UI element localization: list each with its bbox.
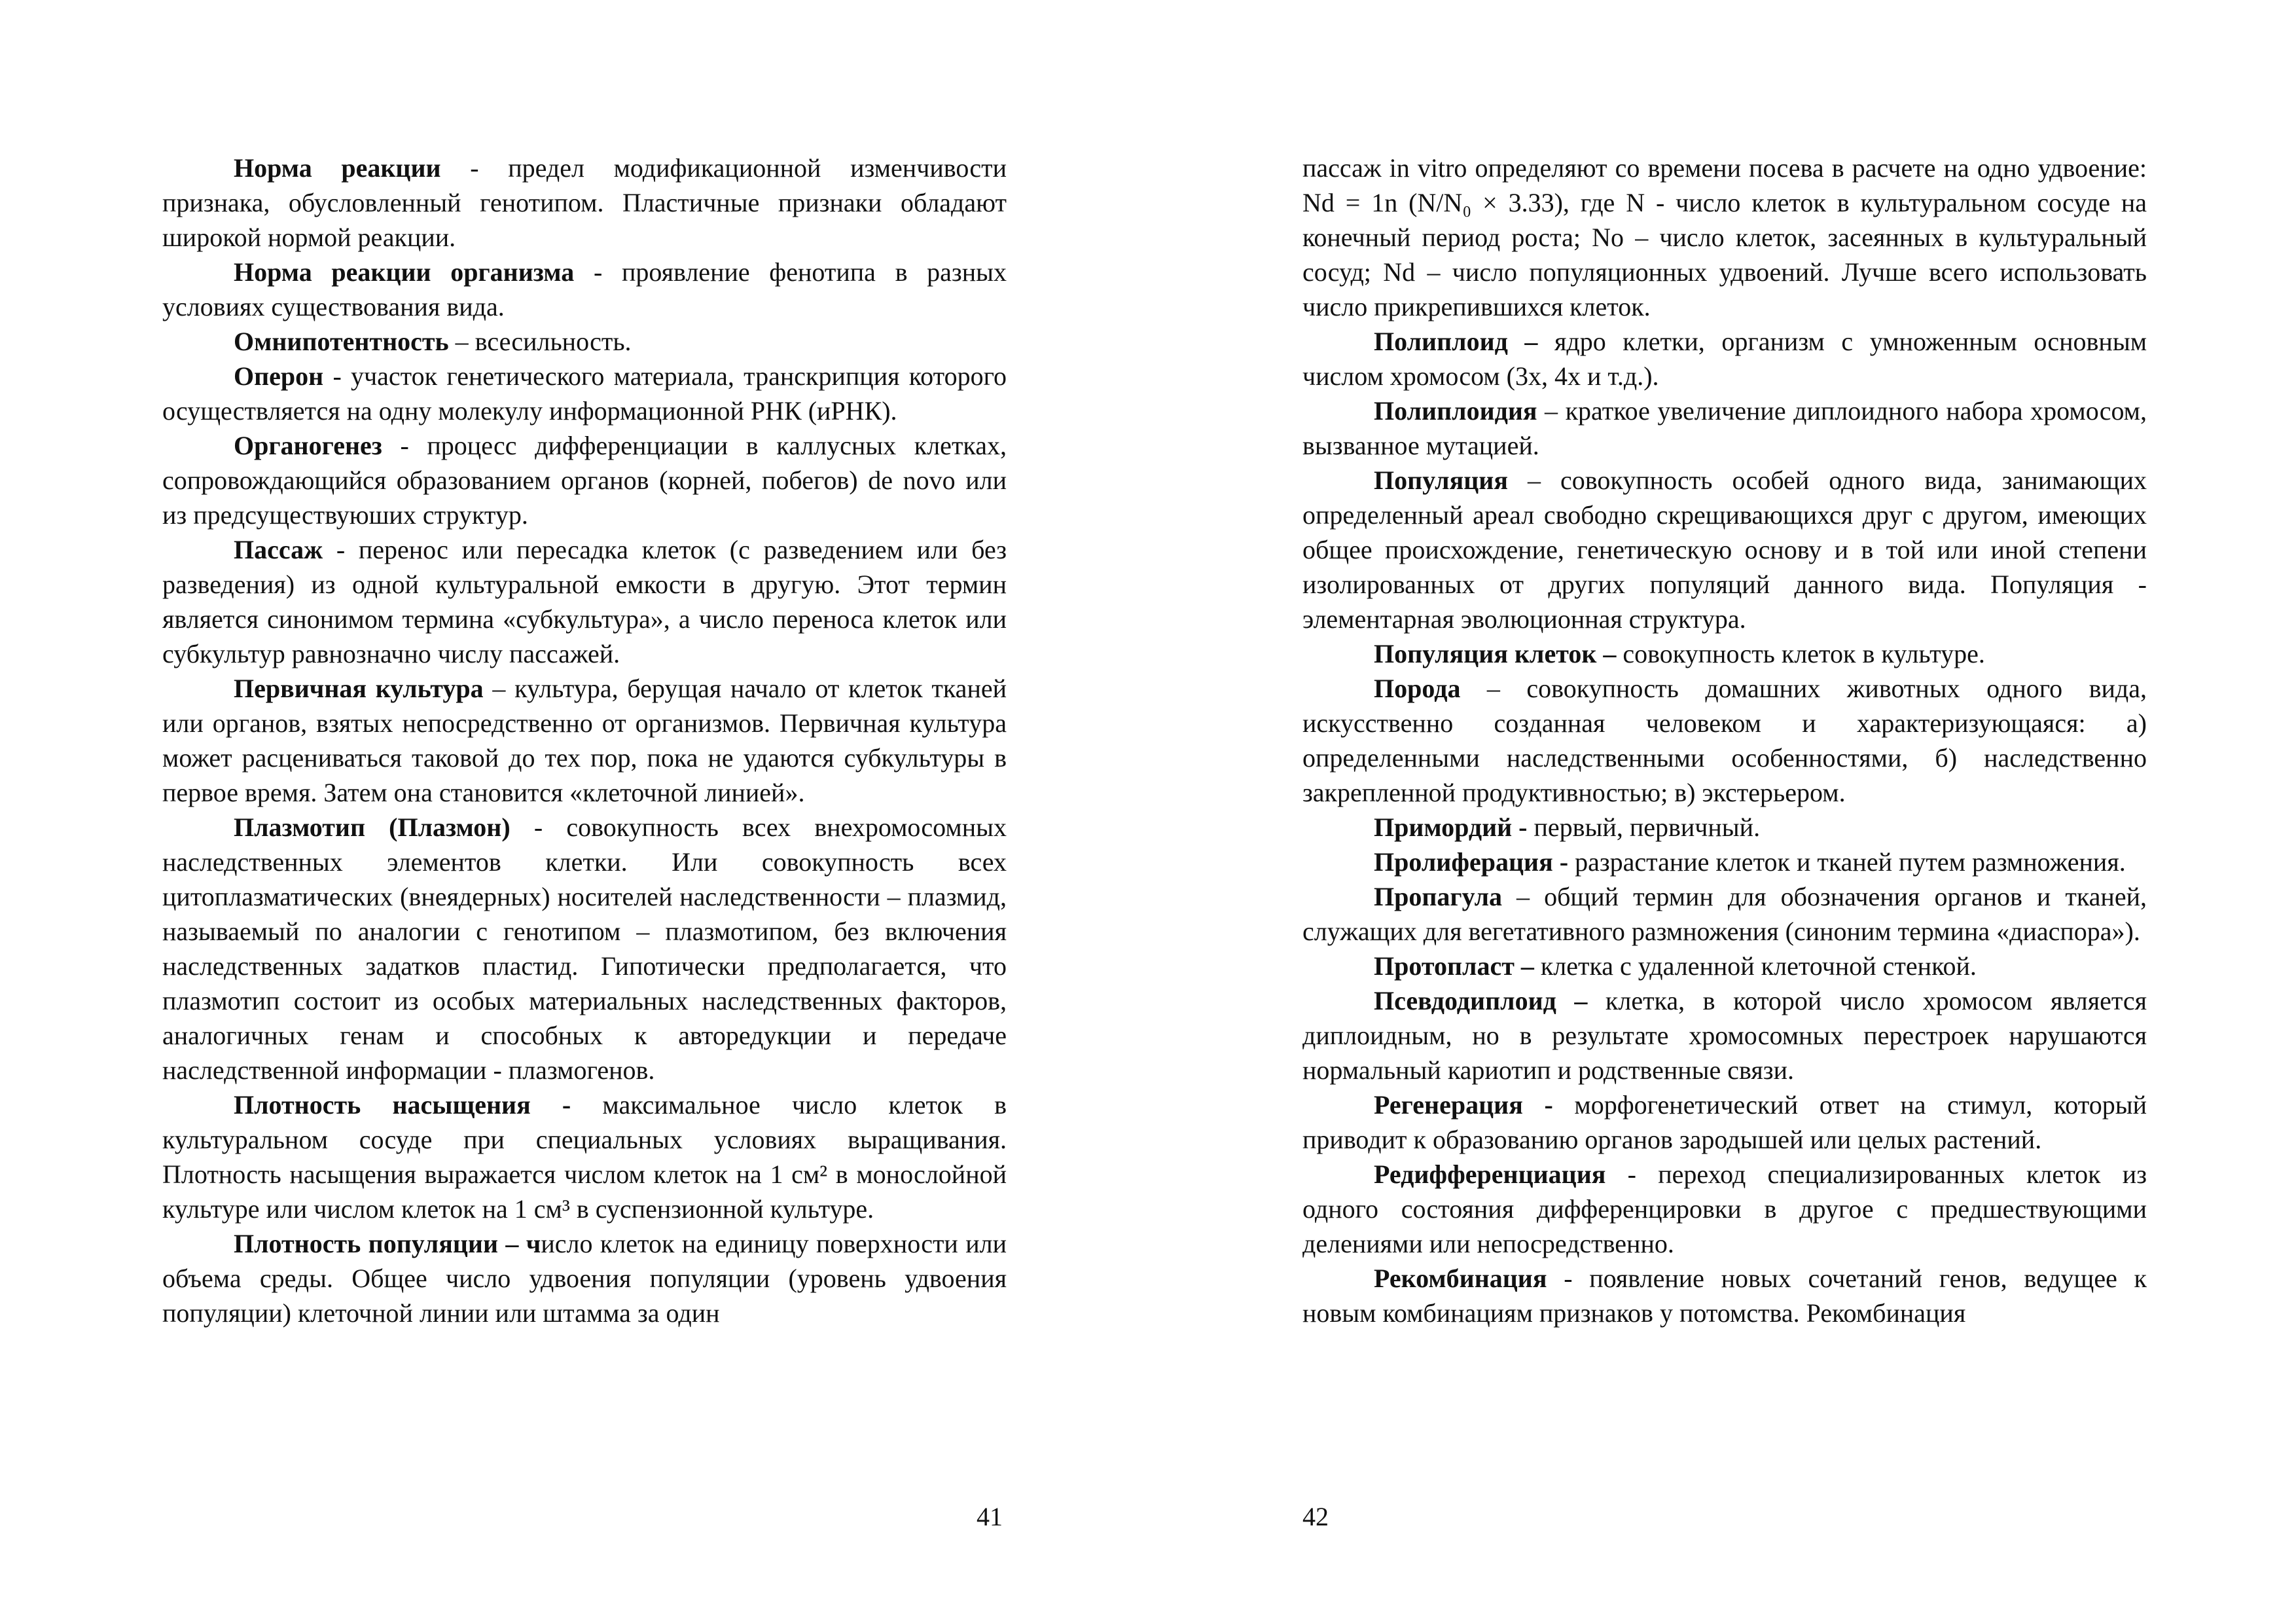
entry-primordiy [1302,810,2147,845]
entry-text: – культура, берущая начало от клеток тканей или органов, взятых непосредственно от организмов. Первичная культура может расцениваться таковой до тех пор, пока не удаются субкультуры в первое время. Затем она становится «клеточной линией». [162,674,1007,807]
entry-text: - перенос или пересадка клеток (с разведением или без разведения) из одной культуральной емкости в другую. Этот термин является синонимом термина «субкультура», а число переноса клеток или субкультур равнозначно числу пассажей. [162,535,1007,668]
left-page [162,151,1007,1330]
entry-term: Редифференциация [1374,1159,1606,1189]
entry-poliploidiya [1302,393,2147,463]
entry-term: Пассаж [234,535,323,564]
entry-term: Норма реакции организма [234,257,575,287]
entry-term: Рекомбинация [1374,1264,1547,1293]
entry-poliploid [1302,324,2147,393]
page-number-right: 42 [1302,1502,1329,1531]
entry-poroda [1302,671,2147,810]
entry-propagula [1302,879,2147,949]
entry-operon [162,359,1007,428]
entry-term: Полиплоидия [1374,396,1537,426]
entry-term: Порода [1374,674,1461,703]
entry-proliferatsiya [1302,845,2147,879]
entry-plotnost-nasyshcheniya [162,1087,1007,1226]
entry-text: морфогенетический ответ на стимул, который приводит к образованию органов зародышей или целых растений. [1302,1090,2147,1154]
entry-text: - участок генетического материала, транскрипция которого осуществляется на одну молекулу информационной РНК (иРНК). [162,361,1007,426]
entry-psevdodiploid [1302,983,2147,1087]
right-page [1302,151,2147,1330]
entry-term: Плотность популяции – ч [234,1229,541,1258]
entry-plotnost-populyatsii [162,1226,1007,1330]
entry-text: – совокупность особей одного вида, занимающих определенный ареал свободно скрещивающихся друг с другом, имеющих общее происхождение, генетическую основу и в той или иной степени изолированных от других популяций данного вида. Популяция - элементарная эволюционная структура. [1302,465,2147,634]
entry-term: Протопласт – [1374,951,1534,981]
entry-text: - проявление фенотипа в разных условиях существования вида. [162,257,1007,321]
entry-text: совокупность клеток в культуре. [1616,639,1985,668]
entry-term: Псевдодиплоид – [1374,986,1588,1015]
entry-omnipotentnost [162,324,1007,359]
entry-term: Омнипотентность [234,327,449,356]
entry-term: Примордий - [1374,812,1528,842]
entry-populyatsiya [1302,463,2147,636]
entry-text: ядро клетки, организм с умноженным основным числом хромосом (3х, 4х и т.д.). [1302,327,2147,391]
entry-term: Плотность насыщения - [234,1090,571,1120]
entry-text: разрастание клеток и тканей путем размножения. [1568,847,2126,877]
entry-text: – всесильность. [448,327,632,356]
entry-passazh [162,532,1007,671]
entry-text: исло клеток на единицу поверхности или объема среды. Общее число удвоения популяции (уровень удвоения популяции) клеточной линии или штамма за один [162,1229,1007,1328]
entry-text: клетка, в которой число хромосом является диплоидным, но в результате хромосомных перестроек нарушаются нормальный кариотип и родственные связи. [1302,986,2147,1085]
entry-text: – краткое увеличение диплоидного набора хромосом, вызванное мутацией. [1302,396,2147,460]
entry-text: – совокупность домашних животных одного вида, искусственно созданная человеком и характеризующаяся: а) определенными наследственными особенностями, б) наследственно закрепленной продуктивностью; в) экстерьером. [1302,674,2147,807]
page-number-left: 41 [977,1502,1003,1531]
entry-text: клетка с удаленной клеточной стенкой. [1534,951,1977,981]
entry-organogenez [162,428,1007,532]
entry-term: Первичная культура [234,674,484,703]
entry-norma-reaktsii-organizma [162,255,1007,324]
entry-term: Популяция клеток – [1374,639,1617,668]
entry-text: - совокупность всех внехромосомных наследственных элементов клетки. Или совокупность всех цитоплазматических (внеядерных) носителей наследственности – плазмид, называемый по аналогии с генотипом – плазмотипом, без включения наследственных задатков пластид. Гипотически предполагается, что плазмотип состоит из особых материальных наследственных факторов, аналогичных генам и способных к авторедукции и передаче наследственной информации - плазмогенов. [162,812,1007,1085]
entry-plazmotip [162,810,1007,1087]
entry-term: Популяция [1374,465,1508,495]
entry-populyatsiya-kletok [1302,636,2147,671]
entry-norma-reaktsii [162,151,1007,255]
entry-text: максимальное число клеток в культуральном сосуде при специальных условиях выращивания. Плотность насыщения выражается числом клеток на 1 см² в монослойной культуре или числом клеток на 1 см³ в суспензионной культуре. [162,1090,1007,1224]
entry-term: Пролиферация - [1374,847,1569,877]
entry-pervichnaya-kultura [162,671,1007,810]
entry-rekombinatsiya [1302,1261,2147,1330]
entry-text: - появление новых сочетаний генов, ведущее к новым комбинациям признаков у потомства. Рекомбинация [1302,1264,2147,1328]
entry-text: - предел модификационной изменчивости признака, обусловленный генотипом. Пластичные признаки обладают широкой нормой реакции. [162,153,1007,252]
entry-term: Полиплоид – [1374,327,1538,356]
entry-term: Плазмотип (Плазмон) [234,812,511,842]
entry-text: - переход специализированных клеток из одного состояния дифференцировки в другое с предшествующими делениями или непосредственно. [1302,1159,2147,1258]
entry-term: Пропагула [1374,882,1503,911]
continuation-paragraph: пассаж in vitro определяют со времени посева в расчете на одно удвоение: Nd = 1n (N/N₀ × 3.33), где N - число клеток в культуральном сосуде на конечный период роста; No – число клеток, засеянных в культуральный сосуд; Nd – число популяционных удвоений. Лучше всего использовать число прикрепившихся клеток. [1302,153,2147,321]
entry-protoplast [1302,949,2147,983]
entry-term: Оперон [234,361,324,391]
entry-term: Норма реакции [234,153,441,183]
entry-term: Органогенез [234,431,382,460]
entry-term: Регенерация - [1374,1090,1553,1120]
entry-text: – общий термин для обозначения органов и тканей, служащих для вегетативного размножения (синоним термина «диаспора»). [1302,882,2147,946]
entry-text: - процесс дифференциации в каллусных клетках, сопровождающийся образованием органов (корней, побегов) de novo или из предсуществуюших структур. [162,431,1007,530]
entry-redifferentsiatsiya [1302,1157,2147,1261]
entry-text: первый, первичный. [1527,812,1761,842]
entry-regeneratsiya [1302,1087,2147,1157]
